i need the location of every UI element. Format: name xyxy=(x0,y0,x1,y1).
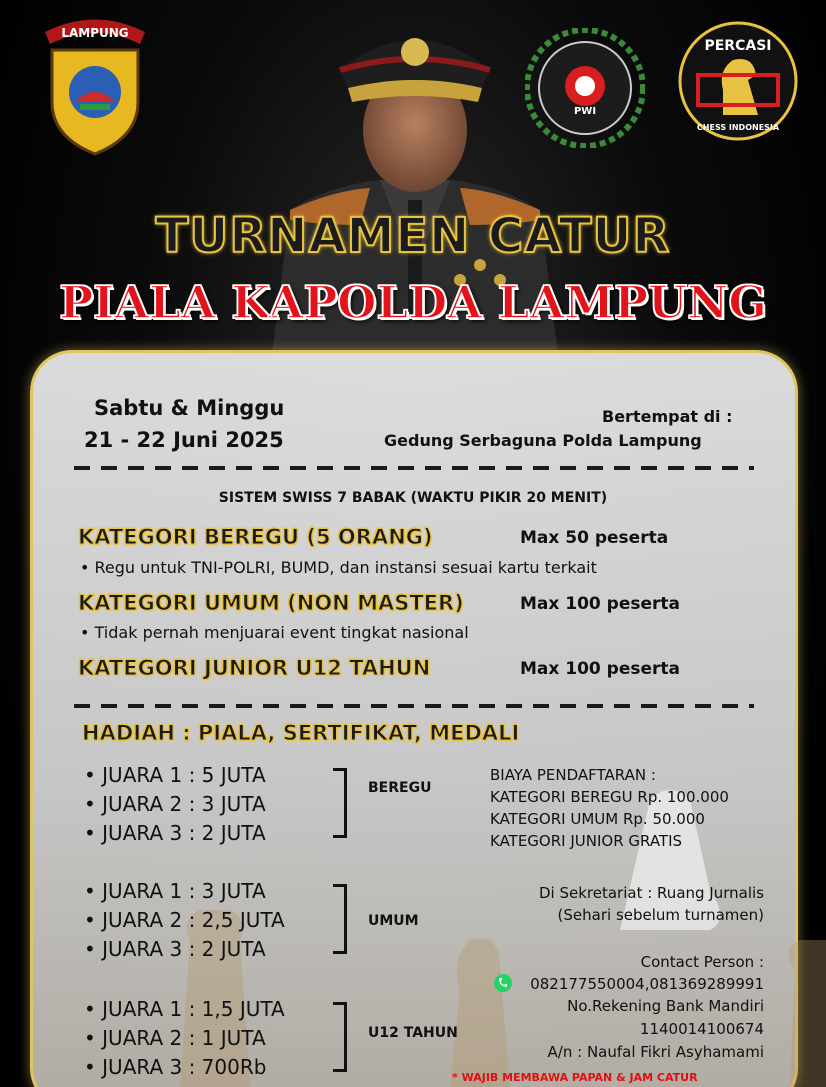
logo-lampung-text: LAMPUNG xyxy=(61,26,129,40)
fee-junior: KATEGORI JUNIOR GRATIS xyxy=(490,832,683,850)
prize-beregu-3: • JUARA 3 : 2 JUTA xyxy=(84,821,266,845)
category-umum-max: Max 100 peserta xyxy=(520,594,681,614)
title-line-1: TURNAMEN CATUR xyxy=(155,208,671,264)
category-junior-max: Max 100 peserta xyxy=(520,659,681,679)
pwi-abbr-text: PWI xyxy=(573,106,597,117)
contact-heading: Contact Person : xyxy=(640,953,764,971)
prize-u12-2: • JUARA 2 : 1 JUTA xyxy=(84,1026,266,1050)
prize-umum-3: • JUARA 3 : 2 JUTA xyxy=(84,937,266,961)
fee-beregu: KATEGORI BEREGU Rp. 100.000 xyxy=(490,788,729,806)
divider xyxy=(74,704,754,708)
percasi-bottom-text: CHESS INDONESIA xyxy=(696,123,780,132)
bracket xyxy=(333,884,347,954)
venue-name: Gedung Serbaguna Polda Lampung xyxy=(384,431,702,450)
account-name: A/n : Naufal Fikri Asyhamami xyxy=(547,1043,764,1061)
percasi-top-text: PERCASI xyxy=(704,38,772,54)
prize-group-beregu: BEREGU xyxy=(368,780,432,796)
prize-beregu-1: • JUARA 1 : 5 JUTA xyxy=(84,763,266,787)
secretariat-note: (Sehari sebelum turnamen) xyxy=(557,906,764,924)
bank-label: No.Rekening Bank Mandiri xyxy=(567,997,764,1015)
prize-umum-1: • JUARA 1 : 3 JUTA xyxy=(84,879,266,903)
pwi-logo xyxy=(525,28,645,148)
secretariat-location: Di Sekretariat : Ruang Jurnalis xyxy=(539,884,764,902)
prize-u12-1: • JUARA 1 : 1,5 JUTA xyxy=(84,997,285,1021)
tournament-system: SISTEM SWISS 7 BABAK (WAKTU PIKIR 20 MENIT) xyxy=(218,490,608,506)
category-beregu-max: Max 50 peserta xyxy=(520,528,669,548)
fee-umum: KATEGORI UMUM Rp. 50.000 xyxy=(490,810,705,828)
event-dates: 21 - 22 Juni 2025 xyxy=(84,428,284,452)
event-days: Sabtu & Minggu xyxy=(94,396,285,420)
prize-heading: HADIAH : PIALA, SERTIFIKAT, MEDALI xyxy=(82,721,520,745)
category-beregu: KATEGORI BEREGU (5 ORANG) xyxy=(78,525,433,549)
whatsapp-icon xyxy=(493,973,513,993)
venue-label: Bertempat di : xyxy=(602,407,733,426)
prize-umum-2: • JUARA 2 : 2,5 JUTA xyxy=(84,908,285,932)
category-beregu-note: • Regu untuk TNI-POLRI, BUMD, dan instansi sesuai kartu terkait xyxy=(80,558,597,577)
prize-group-u12: U12 TAHUN xyxy=(368,1025,458,1041)
category-junior: KATEGORI JUNIOR U12 TAHUN xyxy=(78,656,431,680)
category-umum: KATEGORI UMUM (NON MASTER) xyxy=(78,591,464,615)
prize-u12-3: • JUARA 3 : 700Rb xyxy=(84,1055,267,1079)
bracket xyxy=(333,768,347,838)
category-umum-note: • Tidak pernah menjuarai event tingkat nasional xyxy=(80,623,469,642)
percasi-logo xyxy=(678,20,798,142)
fees-heading: BIAYA PENDAFTARAN : xyxy=(490,766,656,784)
prize-beregu-2: • JUARA 2 : 3 JUTA xyxy=(84,792,266,816)
divider xyxy=(74,466,754,470)
polda-lampung-logo xyxy=(40,12,150,157)
footnote: * WAJIB MEMBAWA PAPAN & JAM CATUR xyxy=(452,1071,698,1084)
contact-phones: 082177550004,081369289991 xyxy=(530,975,764,993)
bracket xyxy=(333,1002,347,1072)
prize-group-umum: UMUM xyxy=(368,913,419,929)
title-line-2: PIALA KAPOLDA LAMPUNG xyxy=(59,276,767,329)
bank-account: 1140014100674 xyxy=(639,1020,764,1038)
